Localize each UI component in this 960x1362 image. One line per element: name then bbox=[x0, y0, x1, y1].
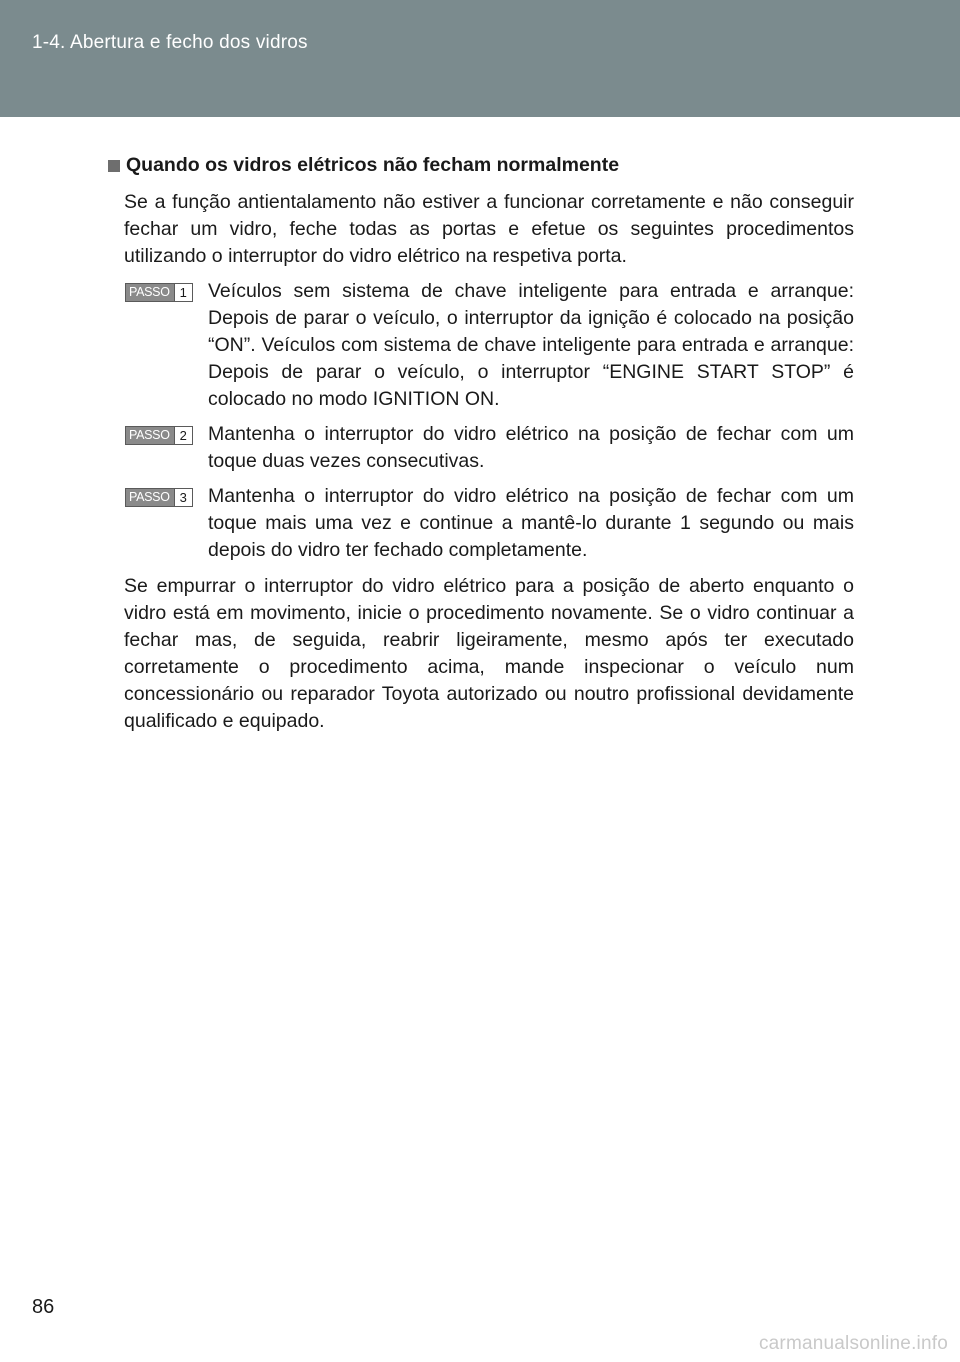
step-item bbox=[108, 421, 854, 475]
step-badge bbox=[125, 426, 193, 445]
section-path: 1-4. Abertura e fecho dos vidros bbox=[32, 32, 308, 53]
step-badge-label: PASSO bbox=[126, 489, 174, 506]
step-badge bbox=[125, 488, 193, 507]
step-text: Mantenha o interruptor do vidro elétrico na posição de fechar com um toque duas vezes consecutivas. bbox=[208, 423, 854, 472]
step-badge-label: PASSO bbox=[126, 427, 174, 444]
step-badge-number: 2 bbox=[174, 427, 192, 444]
step-list bbox=[108, 278, 854, 564]
section-heading-text: Quando os vidros elétricos não fecham normalmente bbox=[126, 154, 620, 176]
step-badge bbox=[125, 283, 193, 302]
step-text: Mantenha o interruptor do vidro elétrico na posição de fechar com um toque mais uma vez e continue a mantê-lo durante 1 segundo ou mais depois do vidro ter fechado completamente. bbox=[208, 485, 854, 561]
section-heading bbox=[108, 152, 854, 179]
step-item bbox=[108, 278, 854, 413]
page-content bbox=[108, 152, 854, 735]
intro-paragraph: Se a função antientalamento não estiver a funcionar corretamente e não conseguir fechar um vidro, feche todas as portas e efetue os seguintes procedimentos utilizando o interruptor do vidro elétrico na respetiva porta. bbox=[124, 191, 854, 267]
header-bar bbox=[0, 0, 960, 117]
square-bullet-icon bbox=[108, 160, 120, 172]
outro-paragraph: Se empurrar o interruptor do vidro elétrico para a posição de aberto enquanto o vidro está em movimento, inicie o procedimento novamente. Se o vidro continuar a fechar mas, de seguida, reabrir ligeiramente, mesmo após ter executado corretamente o procedimento acima, mande inspecionar o veículo num concessionário ou reparador Toyota autorizado ou noutro profissional devidamente qualificado e equipado. bbox=[124, 575, 854, 732]
step-badge-number: 3 bbox=[174, 489, 192, 506]
step-text: Veículos sem sistema de chave inteligente para entrada e arranque: Depois de parar o veículo, o interruptor da ignição é colocado na posição “ON”. Veículos com sistema de chave inteligente para entrada e arranque: Depois de parar o veículo, o interruptor “ENGINE START STOP” é colocado no modo IGNITION ON. bbox=[208, 280, 854, 410]
watermark: carmanualsonline.info bbox=[758, 1333, 948, 1354]
step-item bbox=[108, 483, 854, 564]
page-number: 86 bbox=[32, 1296, 55, 1318]
step-badge-label: PASSO bbox=[126, 284, 174, 301]
step-badge-number: 1 bbox=[174, 284, 192, 301]
